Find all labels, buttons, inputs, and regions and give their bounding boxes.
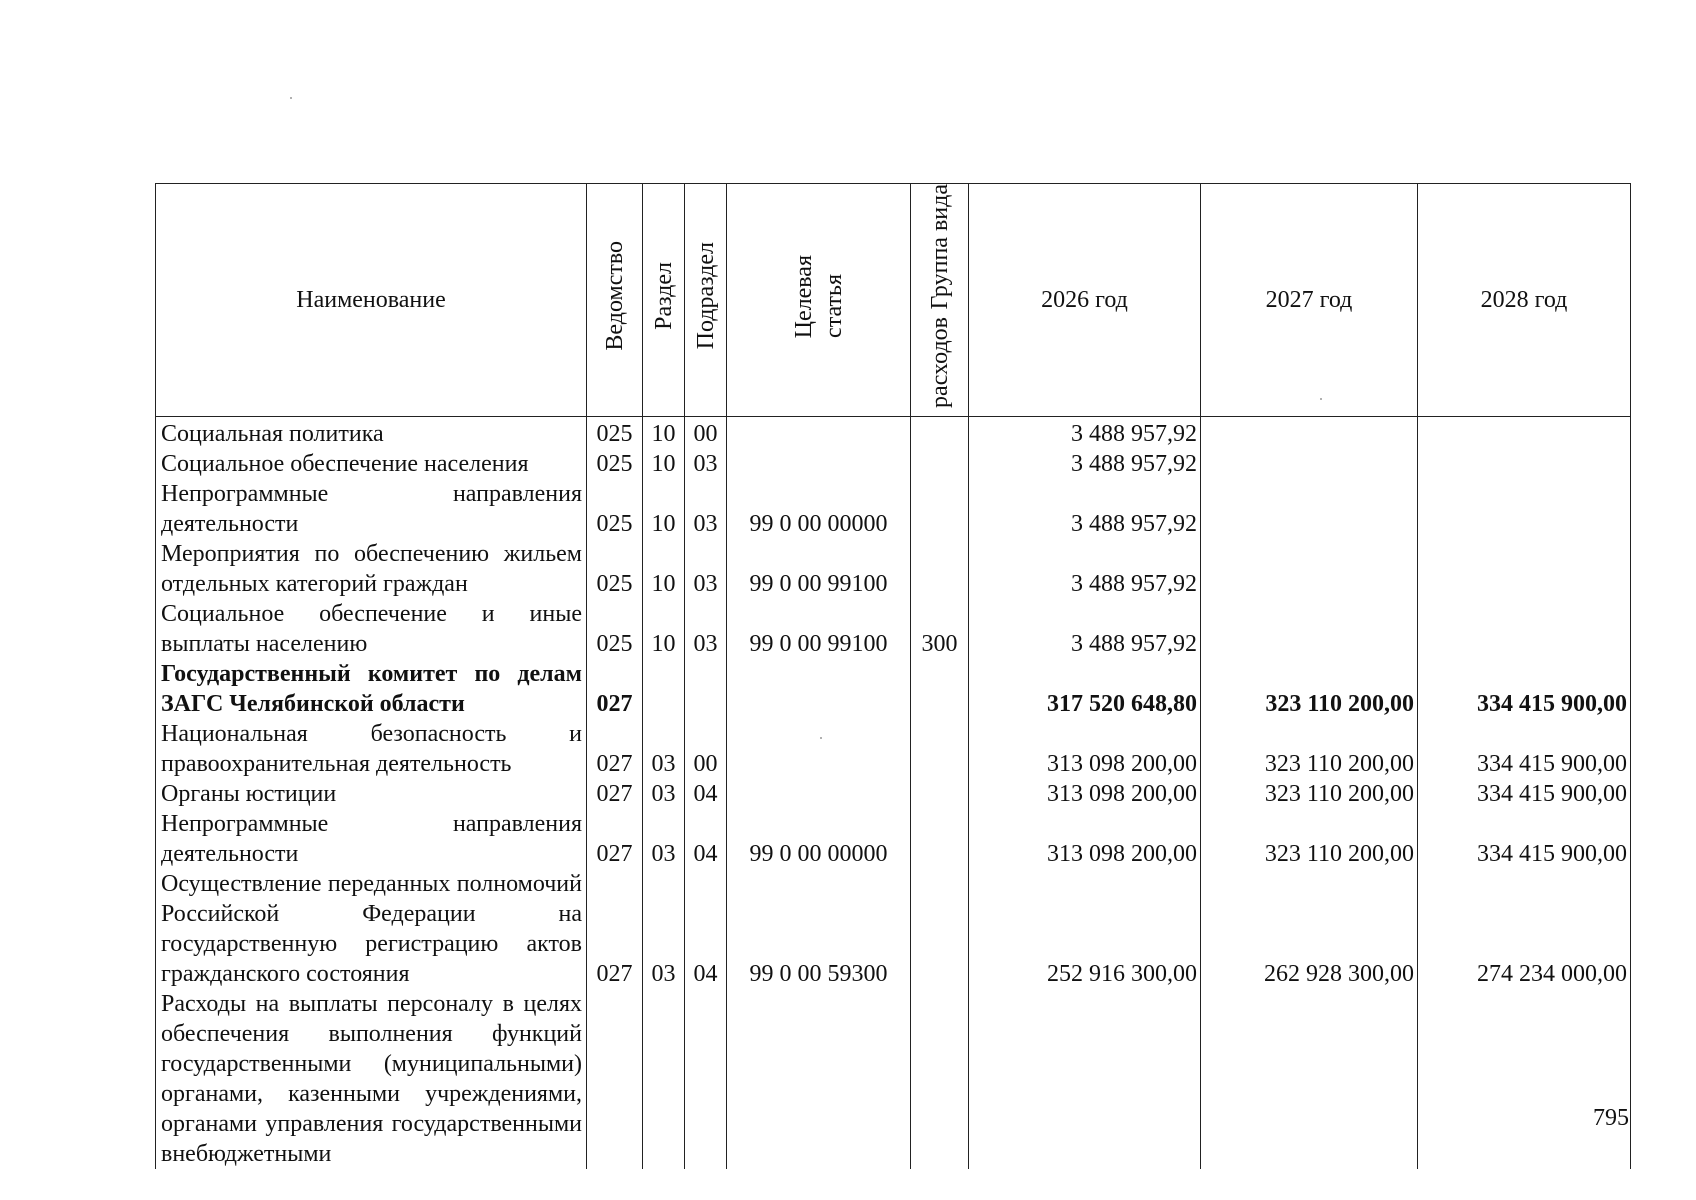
row-podrazdel: 03 (685, 449, 727, 479)
row-vedomstvo: 027 (587, 659, 643, 719)
scan-speck (820, 737, 822, 739)
header-razdel (643, 184, 685, 417)
table-row (156, 719, 1631, 779)
page-number: 795 (1593, 1105, 1629, 1131)
row-razdel (643, 989, 685, 1169)
table-row (156, 809, 1631, 869)
row-group (911, 989, 969, 1169)
table-row (156, 989, 1631, 1169)
table-row (156, 539, 1631, 599)
row-group (911, 539, 969, 599)
row-2028 (1418, 449, 1631, 479)
row-razdel: 10 (643, 479, 685, 539)
row-vedomstvo: 027 (587, 779, 643, 809)
row-group (911, 869, 969, 989)
header-vedomstvo-label: Ведомство (601, 241, 628, 351)
header-2027-label: 2027 год (1265, 287, 1353, 314)
row-2027 (1201, 449, 1418, 479)
row-group (911, 809, 969, 869)
row-target (727, 779, 911, 809)
row-group (911, 449, 969, 479)
row-2027: 323 110 200,00 (1201, 719, 1418, 779)
row-2026: 3 488 957,92 (969, 417, 1201, 450)
row-name: Расходы на выплаты персоналу в целях обеспечения выполнения функций государственными (муниципальными) органами, казенными учреждениями, органами управления государственными внебюджетными (156, 989, 587, 1169)
row-vedomstvo: 027 (587, 719, 643, 779)
row-2028 (1418, 539, 1631, 599)
row-razdel: 03 (643, 809, 685, 869)
row-podrazdel: 04 (685, 779, 727, 809)
row-razdel: 03 (643, 719, 685, 779)
row-2026: 313 098 200,00 (969, 809, 1201, 869)
row-podrazdel: 03 (685, 539, 727, 599)
header-name (156, 184, 587, 417)
header-target-label-2: статья (820, 273, 847, 338)
row-vedomstvo: 025 (587, 449, 643, 479)
row-target: 99 0 00 99100 (727, 599, 911, 659)
row-2028 (1418, 989, 1631, 1169)
table-header-row (156, 184, 1631, 417)
row-2028 (1418, 599, 1631, 659)
row-2026: 3 488 957,92 (969, 599, 1201, 659)
row-2028: 274 234 000,00 (1418, 869, 1631, 989)
row-group: 300 (911, 599, 969, 659)
row-group (911, 479, 969, 539)
row-vedomstvo: 025 (587, 479, 643, 539)
row-name: Государственный комитет по делам ЗАГС Челябинской области (156, 659, 587, 719)
header-target-label-1: Целевая (790, 254, 817, 338)
row-name: Социальное обеспечение и иные выплаты населению (156, 599, 587, 659)
row-target (727, 659, 911, 719)
row-vedomstvo (587, 989, 643, 1169)
row-2026: 313 098 200,00 (969, 779, 1201, 809)
row-name: Социальная политика (156, 417, 587, 450)
table-row (156, 479, 1631, 539)
table-row (156, 869, 1631, 989)
row-podrazdel: 00 (685, 719, 727, 779)
row-vedomstvo: 025 (587, 599, 643, 659)
header-vedomstvo (587, 184, 643, 417)
header-target (727, 184, 911, 417)
table-row (156, 417, 1631, 450)
header-2028 (1418, 184, 1631, 417)
row-name: Национальная безопасность и правоохранительная деятельность (156, 719, 587, 779)
row-group (911, 719, 969, 779)
row-2026: 252 916 300,00 (969, 869, 1201, 989)
row-vedomstvo: 025 (587, 539, 643, 599)
row-2026: 3 488 957,92 (969, 539, 1201, 599)
row-podrazdel (685, 659, 727, 719)
header-group-label-1: Группа вида (926, 184, 953, 310)
table-row (156, 779, 1631, 809)
row-2028: 334 415 900,00 (1418, 809, 1631, 869)
row-2027: 323 110 200,00 (1201, 779, 1418, 809)
row-podrazdel (685, 989, 727, 1169)
row-target (727, 989, 911, 1169)
row-2026: 317 520 648,80 (969, 659, 1201, 719)
row-target: 99 0 00 99100 (727, 539, 911, 599)
row-2028 (1418, 417, 1631, 450)
row-2026: 3 488 957,92 (969, 479, 1201, 539)
row-target: 99 0 00 00000 (727, 809, 911, 869)
row-podrazdel: 04 (685, 869, 727, 989)
row-name: Осуществление переданных полномочий Российской Федерации на государственную регистрацию актов гражданского состояния (156, 869, 587, 989)
row-2026 (969, 989, 1201, 1169)
row-group (911, 779, 969, 809)
row-podrazdel: 03 (685, 479, 727, 539)
row-vedomstvo: 027 (587, 809, 643, 869)
row-2028: 334 415 900,00 (1418, 719, 1631, 779)
row-2026: 313 098 200,00 (969, 719, 1201, 779)
row-2027 (1201, 599, 1418, 659)
row-2028: 334 415 900,00 (1418, 659, 1631, 719)
row-name: Непрограммные направления деятельности (156, 809, 587, 869)
header-2026 (969, 184, 1201, 417)
row-name: Социальное обеспечение населения (156, 449, 587, 479)
header-2027 (1201, 184, 1418, 417)
row-target (727, 719, 911, 779)
row-2027 (1201, 539, 1418, 599)
table-row (156, 659, 1631, 719)
row-name: Мероприятия по обеспечению жильем отдельных категорий граждан (156, 539, 587, 599)
row-razdel: 10 (643, 599, 685, 659)
row-target: 99 0 00 59300 (727, 869, 911, 989)
scan-speck (1320, 398, 1322, 400)
row-target (727, 417, 911, 450)
row-podrazdel: 03 (685, 599, 727, 659)
row-2027: 262 928 300,00 (1201, 869, 1418, 989)
row-2026: 3 488 957,92 (969, 449, 1201, 479)
row-podrazdel: 04 (685, 809, 727, 869)
row-2027: 323 110 200,00 (1201, 809, 1418, 869)
row-razdel: 03 (643, 779, 685, 809)
row-vedomstvo: 025 (587, 417, 643, 450)
table-row (156, 599, 1631, 659)
header-2028-label: 2028 год (1480, 287, 1568, 314)
row-razdel: 10 (643, 449, 685, 479)
row-2027 (1201, 417, 1418, 450)
budget-table (155, 183, 1631, 1169)
row-name: Непрограммные направления деятельности (156, 479, 587, 539)
row-name: Органы юстиции (156, 779, 587, 809)
header-group (911, 184, 969, 417)
scan-speck (290, 97, 292, 99)
row-group (911, 417, 969, 450)
row-podrazdel: 00 (685, 417, 727, 450)
row-group (911, 659, 969, 719)
row-2027 (1201, 479, 1418, 539)
header-razdel-label: Раздел (650, 262, 677, 331)
header-podrazdel (685, 184, 727, 417)
row-vedomstvo: 027 (587, 869, 643, 989)
table-row (156, 449, 1631, 479)
row-2028: 334 415 900,00 (1418, 779, 1631, 809)
row-razdel: 03 (643, 869, 685, 989)
header-group-label-2: расходов (926, 317, 953, 409)
row-2028 (1418, 479, 1631, 539)
row-razdel: 10 (643, 539, 685, 599)
row-target: 99 0 00 00000 (727, 479, 911, 539)
row-2027 (1201, 989, 1418, 1169)
header-podrazdel-label: Подраздел (692, 242, 719, 350)
row-2027: 323 110 200,00 (1201, 659, 1418, 719)
row-target (727, 449, 911, 479)
row-razdel (643, 659, 685, 719)
header-2026-label: 2026 год (1041, 287, 1128, 314)
row-razdel: 10 (643, 417, 685, 450)
header-name-label: Наименование (296, 287, 446, 314)
